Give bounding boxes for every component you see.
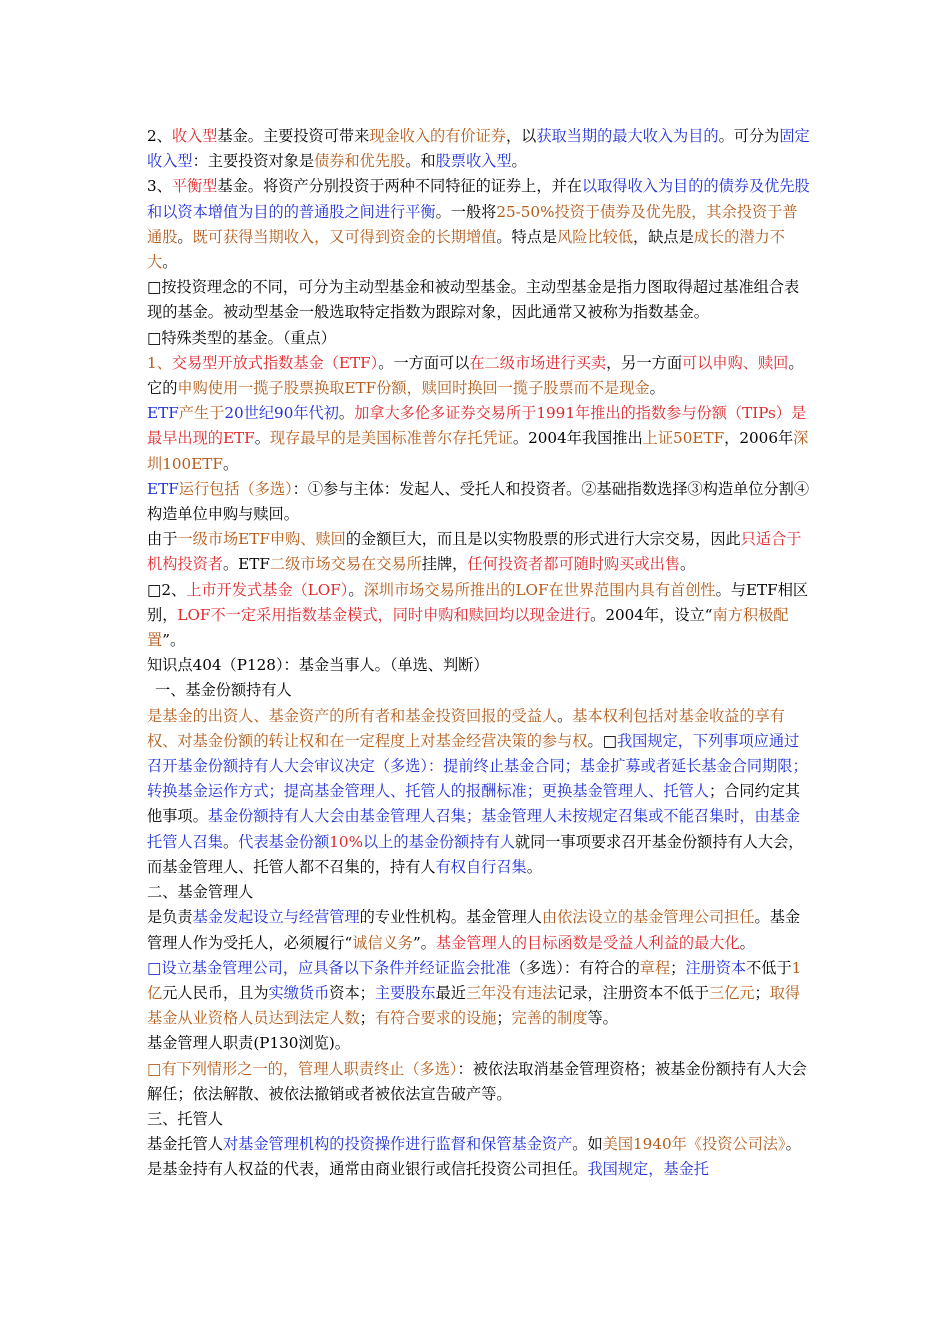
paragraph	[147, 905, 811, 955]
text-run: 。	[679, 555, 696, 574]
paragraph	[147, 1132, 811, 1182]
text-run: 由于	[147, 530, 178, 549]
text-run: 注册资本	[685, 958, 747, 977]
text-run: 有权自行召集	[435, 857, 527, 876]
text-run: 。可分为	[718, 127, 780, 145]
text-run: ：①参与主体：发起人、受托人和投资者。②基础指数选择③构造单位分割④构造单位申购与赎回。	[147, 479, 810, 524]
text-run: 是基金的出资人、基金资产的所有者和基金投资回报的受益人	[147, 706, 558, 725]
text-run: 诚信义务	[352, 933, 413, 952]
text-run: 。如	[572, 1135, 603, 1154]
text-run: 的专业性机构。基金管理人	[359, 908, 542, 927]
text-run: 资本；	[329, 983, 375, 1002]
text-run: 固定收入型	[147, 127, 810, 171]
text-run: ，缺点是	[633, 227, 694, 246]
text-run: LOF不一定采用指数基金模式，同时申购和赎回均以现金进行	[177, 605, 591, 624]
text-run: 不低于	[746, 958, 792, 977]
text-run: 。	[222, 454, 239, 473]
text-run: 最近	[435, 983, 466, 1002]
paragraph	[147, 351, 811, 401]
text-run: ETF	[147, 404, 179, 423]
text-run: 成长的潜力不大	[147, 227, 785, 272]
text-run: □设立基金管理公司，应具备以下条件并经证监会批准	[147, 958, 511, 977]
text-run: 取得基金从业资格人员达到法定人数	[147, 983, 801, 1028]
text-run: 深圳100ETF	[147, 429, 809, 473]
text-run: 记录，注册资本不低于	[557, 983, 709, 1002]
paragraph	[147, 1107, 811, 1132]
text-run: 上市开发式基金（LOF）	[186, 580, 349, 599]
text-run: 美国1940年《投资公司法》	[602, 1135, 786, 1154]
text-run: 深圳市场交易所推出的LOF在世界范围内具有首创性	[363, 580, 716, 599]
text-run: □按投资理念的不同，可分为主动型基金和被动型基金。主动型基金是指力图取得超过基准组合表现的基金。被动型基金一般选取特定指数为跟踪对象，因此通常又被称为指数基金。	[147, 278, 800, 322]
text-run: 10%	[329, 832, 364, 851]
text-run: 。一方面可以	[378, 353, 470, 372]
text-run: 。与ETF相区别，	[147, 580, 809, 624]
text-run: 股票收入型	[435, 152, 512, 171]
text-run: ”。	[412, 933, 436, 952]
text-run: 代表基金份额	[238, 832, 330, 851]
text-run: 实缴货币	[268, 983, 330, 1002]
text-run: □2、	[147, 580, 187, 599]
paragraph	[147, 326, 811, 351]
text-run: 。	[222, 832, 239, 851]
text-run: 主要股东	[374, 983, 436, 1002]
text-run: 上证50ETF	[642, 429, 725, 448]
paragraph	[147, 124, 811, 174]
text-run: 章程	[639, 958, 671, 977]
text-run: 。	[649, 379, 665, 398]
text-run: 基金托管人	[147, 1135, 223, 1154]
text-run: 完善的制度	[511, 1009, 588, 1028]
text-run: ，另一方面	[606, 353, 683, 372]
text-run: 。	[526, 857, 542, 876]
paragraph	[147, 401, 811, 477]
text-run: 既可获得当期收入，又可得到资金的长期增值	[192, 227, 497, 246]
text-run: 就同一事项要求召开基金份额持有人大会，而基金管理人、托管人都不召集的，持有人	[147, 832, 804, 876]
text-run: 。基金管理人作为受托人，必须履行“	[147, 908, 801, 952]
text-run: 的金额巨大，而且是以实物股票的形式进行大宗交易，因此	[345, 530, 741, 549]
text-run: 交易型开放式指数基金（ETF）	[171, 353, 379, 372]
text-run: 。和	[405, 152, 436, 171]
paragraph	[147, 956, 811, 1032]
text-run: 知识点404（P128）：基金当事人。（单选、判断）	[147, 656, 489, 675]
text-run: 债券和优先股	[314, 152, 406, 171]
text-run: 现存最早的是美国标准普尔存托凭证	[269, 429, 513, 448]
paragraph	[147, 578, 811, 654]
text-run: ；合同约定其他事项。	[147, 782, 801, 826]
text-run: 。它的	[147, 353, 804, 398]
text-run: ；	[670, 958, 686, 977]
text-run: ；	[754, 983, 770, 1002]
text-run: 基金管理人的目标函数是受益人利益的最大化	[435, 933, 740, 952]
text-run: （多选）：有符合的	[510, 958, 640, 977]
text-run: 三年没有违法	[465, 983, 558, 1002]
text-run: 对基金管理机构的投资操作进行监督和保管基金资产	[222, 1135, 573, 1154]
paragraph	[147, 704, 811, 880]
text-run: 。是基金持有人权益的代表，通常由商业银行或信托投资公司担任。	[147, 1135, 801, 1179]
text-run: 。ETF	[222, 555, 270, 574]
text-run: 。2004年，设立“	[590, 605, 713, 624]
text-run: 基金份额持有人大会由基金管理人召集；基金管理人未按规定召集或不能召集时，由基金托管人召集	[147, 807, 801, 851]
text-run: 。	[348, 580, 364, 599]
text-run: 可以申购、赎回	[682, 353, 789, 372]
text-run: ：被依法取消基金管理资格；被基金份额持有人大会解任；依法解散、被依法撤销或者被依法宣告破产等。	[147, 1059, 807, 1103]
text-run: □有下列情形之一的，管理人职责终止（多选）	[147, 1059, 458, 1078]
text-run: 任何投资者都可随时购买或出售	[467, 555, 680, 574]
text-run: 加拿大多伦多证券交易所于1991年推出的指数参与份额（TIPs）是最早出现的ETF	[147, 404, 807, 448]
text-run: 我国规定，基金托	[587, 1160, 709, 1179]
paragraph	[147, 174, 811, 275]
text-run: ；	[496, 1009, 512, 1028]
text-run: 挂牌，	[421, 555, 468, 574]
text-run: 由依法设立的基金管理公司担任	[541, 908, 755, 927]
document-page	[147, 124, 811, 1183]
text-run: 以取得收入为目的的债券及优先股和以资本增值为目的的普通股之间进行平衡	[147, 177, 810, 221]
text-run: 。	[338, 404, 355, 423]
text-run: 。	[739, 933, 755, 952]
paragraph	[147, 477, 811, 527]
text-run: 二、基金管理人	[147, 883, 254, 902]
text-run: 1亿	[147, 958, 802, 1002]
text-run: 基本权利包括对基金收益的享有权、对基金份额的转让权和在一定程度上对基金经营决策的参与权	[147, 706, 785, 750]
text-run: ”。	[162, 631, 186, 650]
text-run: 。	[557, 706, 573, 725]
text-run: 等。	[587, 1009, 618, 1028]
text-run: 一、基金份额持有人	[155, 681, 292, 700]
text-run: ：主要投资对象是	[192, 152, 315, 171]
text-run: 。特点是	[496, 227, 558, 246]
text-run: 基金。将资产分别投资于两种不同特征的证券上，并在	[217, 177, 582, 196]
text-run: 现金收入的有价证券	[369, 127, 506, 145]
text-run: 以上的基金份额持有人	[363, 832, 515, 851]
text-run: ；	[359, 1009, 375, 1028]
text-run: 。□	[587, 731, 617, 750]
text-run: 25-50%投资于债券及优先股，其余投资于普通股	[147, 202, 798, 246]
text-run: ETF	[147, 479, 179, 498]
paragraph	[147, 880, 811, 905]
text-run: ，以	[505, 127, 537, 145]
text-run: 有符合要求的设施	[374, 1009, 497, 1028]
text-run: 。	[162, 253, 178, 272]
text-run: 基金发起设立与经营管理	[192, 908, 360, 927]
text-run: 收入型	[171, 127, 218, 145]
text-run: 20世纪90年代初	[224, 404, 339, 423]
text-run: 申购使用一揽子股票换取ETF份额，赎回时换回一揽子股票而不是现金	[177, 379, 650, 398]
text-run: 3、	[147, 177, 172, 196]
text-run: 。一般将	[435, 202, 497, 221]
paragraph	[147, 527, 811, 577]
text-run: ，2006年	[724, 429, 794, 448]
paragraph	[147, 1031, 811, 1056]
paragraph	[147, 1057, 811, 1107]
text-run: 基金。主要投资可带来	[217, 127, 370, 145]
text-run: 基金管理人职责(P130浏览)。	[147, 1034, 350, 1053]
text-run: 是负责	[147, 908, 193, 927]
text-run: 。	[177, 227, 193, 246]
text-run: 三亿元	[708, 983, 755, 1002]
text-run: 1、	[147, 353, 172, 372]
text-run: 在二级市场进行买卖	[469, 353, 607, 372]
paragraph	[147, 275, 811, 325]
text-run: 元人民币，且为	[162, 983, 269, 1002]
text-run: 获取当期的最大收入为目的	[536, 127, 719, 145]
text-run: 平衡型	[171, 177, 218, 196]
paragraph	[147, 678, 811, 703]
text-run: 。	[511, 152, 527, 171]
text-run: 。2004年我国推出	[512, 429, 643, 448]
text-run: □特殊类型的基金。（重点）	[147, 328, 336, 347]
text-run: 风险比较低	[557, 227, 633, 246]
text-run: 一级市场ETF申购、赎回	[177, 530, 346, 549]
text-run: 产生于	[178, 404, 225, 423]
text-run: 南方积极配置	[147, 605, 789, 650]
text-run: 我国规定，下列事项应通过召开基金份额持有人大会审议决定（多选）：提前终止基金合同；基金扩募或者延长基金合同期限；转换基金运作方式；提高基金管理人、托管人的报酬标准；更换基金管理人、托管人	[147, 731, 808, 801]
text-run: 2、	[147, 127, 172, 145]
text-run: 只适合于机构投资者	[147, 530, 802, 574]
paragraph	[147, 653, 811, 678]
text-run: 运行包括（多选）	[178, 479, 293, 498]
text-run: 二级市场交易在交易所	[269, 555, 422, 574]
text-run: 。	[254, 429, 270, 448]
text-run: 三、托管人	[147, 1109, 223, 1128]
